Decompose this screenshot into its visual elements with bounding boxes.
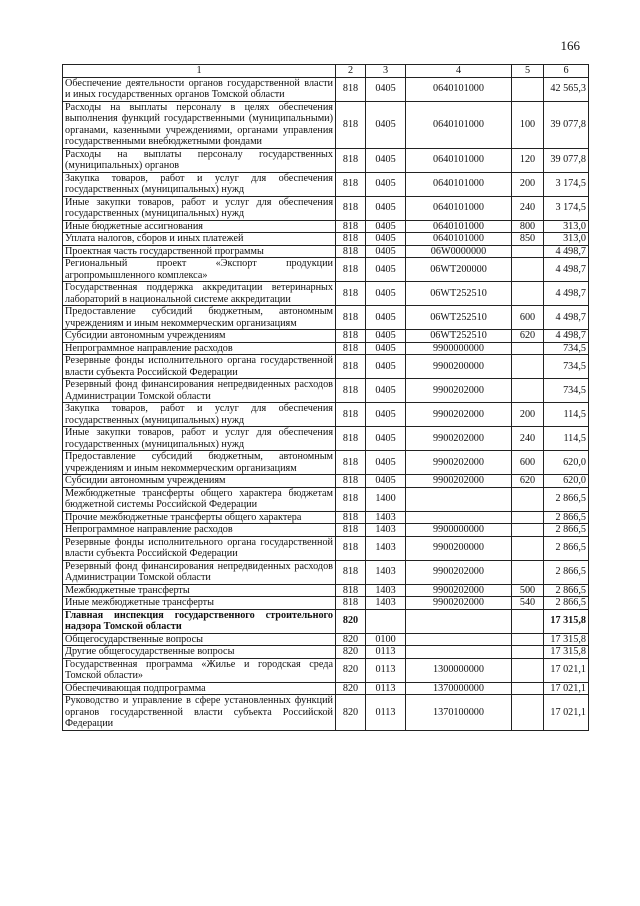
cell-type xyxy=(512,646,544,659)
cell-type xyxy=(512,245,544,258)
cell-section: 1403 xyxy=(366,524,406,537)
cell-target: 06W0000000 xyxy=(406,245,512,258)
cell-amount: 734,5 xyxy=(544,355,589,379)
cell-type: 120 xyxy=(512,148,544,172)
cell-amount: 4 498,7 xyxy=(544,330,589,343)
cell-amount: 114,5 xyxy=(544,427,589,451)
cell-target: 9900202000 xyxy=(406,451,512,475)
cell-section: 1403 xyxy=(366,536,406,560)
table-row xyxy=(63,451,589,475)
cell-gr: 818 xyxy=(336,77,366,101)
cell-amount: 620,0 xyxy=(544,451,589,475)
cell-target: 06WT200000 xyxy=(406,258,512,282)
cell-amount: 2 866,5 xyxy=(544,524,589,537)
cell-amount: 39 077,8 xyxy=(544,101,589,148)
cell-type: 240 xyxy=(512,196,544,220)
cell-section: 0405 xyxy=(366,379,406,403)
table-body xyxy=(63,77,589,730)
cell-amount: 620,0 xyxy=(544,475,589,488)
cell-gr: 818 xyxy=(336,379,366,403)
cell-type: 200 xyxy=(512,403,544,427)
table-row xyxy=(63,646,589,659)
cell-name: Другие общегосударственные вопросы xyxy=(63,646,336,659)
table-row xyxy=(63,172,589,196)
cell-name: Резервные фонды исполнительного органа государственной власти субъекта Российской Федерации xyxy=(63,536,336,560)
cell-target: 1300000000 xyxy=(406,658,512,682)
cell-name: Главная инспекция государственного строительного надзора Томской области xyxy=(63,609,336,633)
cell-type: 240 xyxy=(512,427,544,451)
cell-section: 1403 xyxy=(366,511,406,524)
table-row xyxy=(63,560,589,584)
cell-gr: 818 xyxy=(336,355,366,379)
column-header-section: 3 xyxy=(366,65,406,78)
cell-target: 0640101000 xyxy=(406,148,512,172)
table-row xyxy=(63,101,589,148)
cell-type: 600 xyxy=(512,451,544,475)
cell-amount: 17 021,1 xyxy=(544,695,589,731)
table-row xyxy=(63,427,589,451)
cell-type xyxy=(512,524,544,537)
cell-name: Непрограммное направление расходов xyxy=(63,342,336,355)
cell-target: 0640101000 xyxy=(406,233,512,246)
cell-amount: 734,5 xyxy=(544,379,589,403)
cell-name: Расходы на выплаты персоналу в целях обеспечения выполнения функций государственными (муниципальными) органами, казенными учреждениями, органами управления государственными внебюджетными фондами xyxy=(63,101,336,148)
cell-target: 9900202000 xyxy=(406,379,512,403)
column-header-name: 1 xyxy=(63,65,336,78)
cell-gr: 818 xyxy=(336,511,366,524)
cell-target: 9900202000 xyxy=(406,560,512,584)
cell-target xyxy=(406,633,512,646)
cell-target xyxy=(406,646,512,659)
cell-name: Проектная часть государственной программы xyxy=(63,245,336,258)
cell-name: Непрограммное направление расходов xyxy=(63,524,336,537)
cell-name: Закупка товаров, работ и услуг для обеспечения государственных (муниципальных) нужд xyxy=(63,403,336,427)
cell-section: 0405 xyxy=(366,233,406,246)
cell-type xyxy=(512,77,544,101)
budget-table xyxy=(62,64,589,731)
table-row xyxy=(63,258,589,282)
cell-target: 9900202000 xyxy=(406,427,512,451)
cell-name: Межбюджетные трансферты общего характера бюджетам бюджетной системы Российской Федерации xyxy=(63,487,336,511)
table-row xyxy=(63,487,589,511)
cell-type xyxy=(512,487,544,511)
table-row xyxy=(63,196,589,220)
table-row xyxy=(63,609,589,633)
cell-amount: 42 565,3 xyxy=(544,77,589,101)
cell-name: Уплата налогов, сборов и иных платежей xyxy=(63,233,336,246)
cell-name: Предоставление субсидий бюджетным, автономным учреждениям и иным некоммерческим организациям xyxy=(63,451,336,475)
cell-gr: 818 xyxy=(336,536,366,560)
cell-type xyxy=(512,560,544,584)
table-row xyxy=(63,306,589,330)
cell-section: 0113 xyxy=(366,658,406,682)
cell-section: 0405 xyxy=(366,101,406,148)
table-row xyxy=(63,245,589,258)
cell-amount: 17 315,8 xyxy=(544,609,589,633)
cell-amount: 114,5 xyxy=(544,403,589,427)
cell-target: 9900200000 xyxy=(406,536,512,560)
cell-name: Расходы на выплаты персоналу государственных (муниципальных) органов xyxy=(63,148,336,172)
cell-section: 0405 xyxy=(366,306,406,330)
cell-name: Обеспечение деятельности органов государственной власти и иных государственных органов Томской области xyxy=(63,77,336,101)
cell-amount: 313,0 xyxy=(544,220,589,233)
cell-gr: 818 xyxy=(336,524,366,537)
cell-type xyxy=(512,536,544,560)
cell-amount: 17 021,1 xyxy=(544,658,589,682)
cell-section: 0405 xyxy=(366,427,406,451)
cell-name: Резервные фонды исполнительного органа государственной власти субъекта Российской Федерации xyxy=(63,355,336,379)
table-row xyxy=(63,355,589,379)
cell-section: 0113 xyxy=(366,682,406,695)
cell-section: 0405 xyxy=(366,172,406,196)
cell-name: Резервный фонд финансирования непредвиденных расходов Администрации Томской области xyxy=(63,560,336,584)
cell-amount: 2 866,5 xyxy=(544,511,589,524)
cell-gr: 818 xyxy=(336,101,366,148)
cell-target: 9900202000 xyxy=(406,597,512,610)
cell-name: Руководство и управление в сфере установленных функций органов государственной власти субъекта Российской Федерации xyxy=(63,695,336,731)
page-number: 166 xyxy=(560,38,580,53)
cell-amount: 2 866,5 xyxy=(544,487,589,511)
cell-gr: 818 xyxy=(336,451,366,475)
table-row xyxy=(63,342,589,355)
table-row xyxy=(63,330,589,343)
cell-gr: 820 xyxy=(336,646,366,659)
cell-gr: 818 xyxy=(336,220,366,233)
table-row xyxy=(63,658,589,682)
cell-type xyxy=(512,342,544,355)
cell-gr: 818 xyxy=(336,475,366,488)
cell-amount: 4 498,7 xyxy=(544,245,589,258)
cell-target: 06WT252510 xyxy=(406,282,512,306)
cell-name: Государственная поддержка аккредитации ветеринарных лабораторий в национальной системе аккредитации xyxy=(63,282,336,306)
cell-target xyxy=(406,511,512,524)
cell-type: 800 xyxy=(512,220,544,233)
cell-target: 0640101000 xyxy=(406,77,512,101)
cell-name: Государственная программа «Жилье и городская среда Томской области» xyxy=(63,658,336,682)
cell-name: Предоставление субсидий бюджетным, автономным учреждениям и иным некоммерческим организациям xyxy=(63,306,336,330)
cell-amount: 4 498,7 xyxy=(544,306,589,330)
table-row xyxy=(63,148,589,172)
cell-target: 9900202000 xyxy=(406,475,512,488)
cell-name: Общегосударственные вопросы xyxy=(63,633,336,646)
cell-type: 540 xyxy=(512,597,544,610)
cell-target: 9900200000 xyxy=(406,355,512,379)
table-row xyxy=(63,682,589,695)
table-row xyxy=(63,475,589,488)
cell-gr: 820 xyxy=(336,633,366,646)
cell-section: 0405 xyxy=(366,282,406,306)
cell-type xyxy=(512,695,544,731)
cell-name: Закупка товаров, работ и услуг для обеспечения государственных (муниципальных) нужд xyxy=(63,172,336,196)
cell-section: 0405 xyxy=(366,342,406,355)
cell-target: 9900000000 xyxy=(406,524,512,537)
cell-target xyxy=(406,609,512,633)
cell-target: 1370100000 xyxy=(406,695,512,731)
cell-name: Прочие межбюджетные трансферты общего характера xyxy=(63,511,336,524)
cell-type xyxy=(512,609,544,633)
cell-gr: 818 xyxy=(336,597,366,610)
table-row xyxy=(63,379,589,403)
cell-name: Обеспечивающая подпрограмма xyxy=(63,682,336,695)
cell-name: Иные закупки товаров, работ и услуг для обеспечения государственных (муниципальных) нужд xyxy=(63,196,336,220)
cell-gr: 818 xyxy=(336,330,366,343)
cell-amount: 3 174,5 xyxy=(544,196,589,220)
column-header-amount: 6 xyxy=(544,65,589,78)
cell-amount: 39 077,8 xyxy=(544,148,589,172)
cell-gr: 818 xyxy=(336,282,366,306)
cell-section: 0405 xyxy=(366,355,406,379)
cell-type: 100 xyxy=(512,101,544,148)
cell-target: 9900000000 xyxy=(406,342,512,355)
cell-name: Субсидии автономным учреждениям xyxy=(63,330,336,343)
cell-type: 620 xyxy=(512,475,544,488)
cell-name: Межбюджетные трансферты xyxy=(63,584,336,597)
table-row xyxy=(63,511,589,524)
cell-gr: 818 xyxy=(336,196,366,220)
cell-target: 0640101000 xyxy=(406,172,512,196)
cell-section: 0405 xyxy=(366,258,406,282)
cell-amount: 3 174,5 xyxy=(544,172,589,196)
cell-gr: 818 xyxy=(336,148,366,172)
cell-section xyxy=(366,609,406,633)
cell-gr: 820 xyxy=(336,682,366,695)
cell-section: 0405 xyxy=(366,220,406,233)
cell-gr: 818 xyxy=(336,403,366,427)
cell-gr: 818 xyxy=(336,306,366,330)
cell-amount: 2 866,5 xyxy=(544,597,589,610)
cell-section: 0113 xyxy=(366,695,406,731)
cell-gr: 820 xyxy=(336,658,366,682)
cell-gr: 818 xyxy=(336,258,366,282)
cell-amount: 17 315,8 xyxy=(544,633,589,646)
table-row xyxy=(63,597,589,610)
cell-amount: 17 315,8 xyxy=(544,646,589,659)
table-row xyxy=(63,633,589,646)
cell-type: 200 xyxy=(512,172,544,196)
cell-section: 0113 xyxy=(366,646,406,659)
column-header-gr: 2 xyxy=(336,65,366,78)
cell-type: 500 xyxy=(512,584,544,597)
cell-gr: 818 xyxy=(336,172,366,196)
table-row xyxy=(63,77,589,101)
cell-type: 850 xyxy=(512,233,544,246)
table-row xyxy=(63,584,589,597)
cell-section: 0405 xyxy=(366,148,406,172)
cell-type xyxy=(512,355,544,379)
cell-section: 0405 xyxy=(366,475,406,488)
cell-type xyxy=(512,379,544,403)
cell-section: 0405 xyxy=(366,451,406,475)
cell-gr: 818 xyxy=(336,427,366,451)
table-row xyxy=(63,282,589,306)
cell-type xyxy=(512,511,544,524)
cell-section: 1403 xyxy=(366,597,406,610)
cell-amount: 313,0 xyxy=(544,233,589,246)
cell-name: Иные закупки товаров, работ и услуг для обеспечения государственных (муниципальных) нужд xyxy=(63,427,336,451)
cell-gr: 818 xyxy=(336,487,366,511)
cell-section: 0405 xyxy=(366,403,406,427)
cell-amount: 4 498,7 xyxy=(544,258,589,282)
cell-type xyxy=(512,658,544,682)
cell-name: Региональный проект «Экспорт продукции агропромышленного комплекса» xyxy=(63,258,336,282)
cell-target: 9900202000 xyxy=(406,403,512,427)
table-row xyxy=(63,403,589,427)
table-row xyxy=(63,524,589,537)
cell-name: Резервный фонд финансирования непредвиденных расходов Администрации Томской области xyxy=(63,379,336,403)
cell-target: 1370000000 xyxy=(406,682,512,695)
table-row xyxy=(63,220,589,233)
cell-gr: 818 xyxy=(336,342,366,355)
cell-type xyxy=(512,258,544,282)
cell-target: 06WT252510 xyxy=(406,306,512,330)
cell-type xyxy=(512,633,544,646)
cell-target: 0640101000 xyxy=(406,196,512,220)
cell-amount: 4 498,7 xyxy=(544,282,589,306)
cell-name: Субсидии автономным учреждениям xyxy=(63,475,336,488)
cell-target: 06WT252510 xyxy=(406,330,512,343)
cell-target: 0640101000 xyxy=(406,101,512,148)
cell-amount: 2 866,5 xyxy=(544,536,589,560)
cell-type: 600 xyxy=(512,306,544,330)
cell-section: 0405 xyxy=(366,77,406,101)
cell-amount: 2 866,5 xyxy=(544,584,589,597)
cell-amount: 17 021,1 xyxy=(544,682,589,695)
cell-target xyxy=(406,487,512,511)
cell-gr: 820 xyxy=(336,695,366,731)
table-row xyxy=(63,536,589,560)
cell-section: 1403 xyxy=(366,560,406,584)
cell-section: 0405 xyxy=(366,196,406,220)
table-row xyxy=(63,233,589,246)
table-row xyxy=(63,695,589,731)
cell-section: 1400 xyxy=(366,487,406,511)
cell-gr: 818 xyxy=(336,560,366,584)
cell-section: 0405 xyxy=(366,330,406,343)
column-header-target: 4 xyxy=(406,65,512,78)
cell-target: 9900202000 xyxy=(406,584,512,597)
cell-amount: 734,5 xyxy=(544,342,589,355)
cell-gr: 818 xyxy=(336,584,366,597)
cell-section: 0405 xyxy=(366,245,406,258)
cell-section: 0100 xyxy=(366,633,406,646)
cell-gr: 818 xyxy=(336,233,366,246)
cell-section: 1403 xyxy=(366,584,406,597)
column-header-type: 5 xyxy=(512,65,544,78)
cell-amount: 2 866,5 xyxy=(544,560,589,584)
cell-name: Иные бюджетные ассигнования xyxy=(63,220,336,233)
cell-gr: 818 xyxy=(336,245,366,258)
cell-type: 620 xyxy=(512,330,544,343)
cell-gr: 820 xyxy=(336,609,366,633)
cell-target: 0640101000 xyxy=(406,220,512,233)
cell-name: Иные межбюджетные трансферты xyxy=(63,597,336,610)
cell-type xyxy=(512,682,544,695)
table-header-row xyxy=(63,65,589,78)
cell-type xyxy=(512,282,544,306)
